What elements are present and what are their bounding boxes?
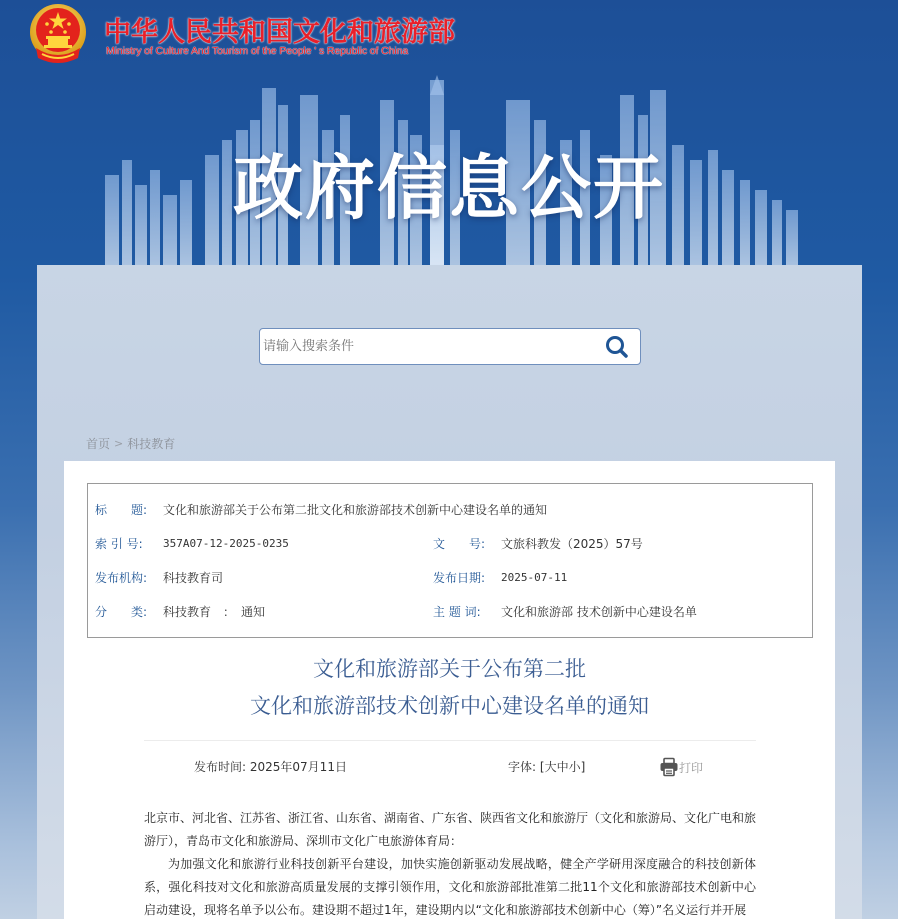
meta-value-keywords: 文化和旅游部 技术创新中心建设名单	[501, 604, 697, 619]
article-title-line1: 文化和旅游部关于公布第二批	[313, 657, 586, 681]
breadcrumb-current[interactable]: 科技教育	[127, 437, 176, 451]
publish-time	[194, 758, 347, 775]
site-subtitle: Ministry of Culture And Tourism of the People ' s Republic of China	[106, 45, 409, 57]
breadcrumb-home[interactable]: 首页	[86, 437, 111, 451]
font-size-label: 字体:	[508, 760, 537, 774]
meta-value-index: 357A07-12-2025-0235	[163, 536, 289, 550]
meta-row-docno	[426, 533, 643, 553]
meta-value-title: 文化和旅游部关于公布第二批文化和旅游部技术创新中心建设名单的通知	[163, 502, 548, 517]
article-title-line2: 文化和旅游部技术创新中心建设名单的通知	[250, 694, 649, 718]
meta-row-keywords	[426, 601, 697, 621]
meta-label-date: 发布日期:	[433, 570, 486, 585]
breadcrumb-separator: >	[114, 437, 124, 450]
meta-value-date: 2025-07-11	[501, 570, 568, 584]
title-divider	[144, 740, 756, 741]
publish-time-value: 2025年07月11日	[249, 760, 347, 774]
search-box	[259, 328, 641, 365]
font-size-large[interactable]: 大	[544, 760, 557, 774]
meta-label-index: 索 引 号:	[95, 536, 143, 551]
print-button[interactable]	[659, 757, 703, 777]
meta-row-category	[88, 601, 265, 621]
article-title	[64, 651, 835, 725]
site-title[interactable]: 中华人民共和国文化和旅游部	[104, 17, 455, 48]
banner-title: 政府信息公开	[233, 147, 665, 229]
national-emblem-icon[interactable]	[28, 2, 88, 66]
meta-value-category: 科技教育 ： 通知	[163, 604, 266, 619]
body-paragraph: 为加强文化和旅游行业科技创新平台建设，加快实施创新驱动发展战略，健全产学研用深度融合的科技创新体系，强化科技对文化和旅游高质量发展的支撑引领作用，文化和旅游部批准第二批11个文化和旅游部技术创新中心启动建设，现将名单予以公布。建设期不超过1年，建设期内以“文化和旅游部技术创新中心（筹）”名义运行并开展	[144, 857, 756, 917]
breadcrumb	[86, 435, 175, 452]
meta-row-issuer	[88, 567, 223, 587]
bracket-close: ]	[580, 760, 586, 774]
meta-value-docno: 文旅科教发（2025）57号	[501, 536, 643, 551]
body-paragraph: 北京市、河北省、江苏省、浙江省、山东省、湖南省、广东省、陕西省文化和旅游厅（文化和旅游局、文化广电和旅游厅），青岛市文化和旅游局、深圳市文化广电旅游体育局：	[144, 811, 757, 848]
meta-label-docno: 文 号:	[433, 536, 486, 551]
meta-label-issuer: 发布机构:	[95, 570, 148, 585]
meta-row-index	[88, 533, 289, 553]
font-size-switcher	[508, 758, 585, 775]
meta-row-title	[88, 499, 547, 519]
printer-icon	[659, 757, 679, 777]
metadata-table	[87, 483, 813, 638]
meta-value-issuer: 科技教育司	[163, 570, 224, 585]
font-size-small[interactable]: 小	[568, 760, 581, 774]
meta-label-category: 分 类:	[95, 604, 148, 619]
font-size-medium[interactable]: 中	[556, 760, 569, 774]
bracket-open: [	[539, 760, 545, 774]
article-body	[144, 807, 756, 919]
publish-time-label: 发布时间:	[194, 760, 247, 774]
search-icon[interactable]	[604, 334, 630, 360]
meta-row-date	[426, 567, 567, 587]
article-content	[64, 461, 835, 919]
meta-label-keywords: 主 题 词:	[433, 604, 481, 619]
hero-banner	[0, 60, 898, 270]
search-input[interactable]	[262, 329, 592, 364]
print-label: 打印	[679, 760, 704, 775]
meta-label-title: 标 题:	[95, 502, 148, 517]
